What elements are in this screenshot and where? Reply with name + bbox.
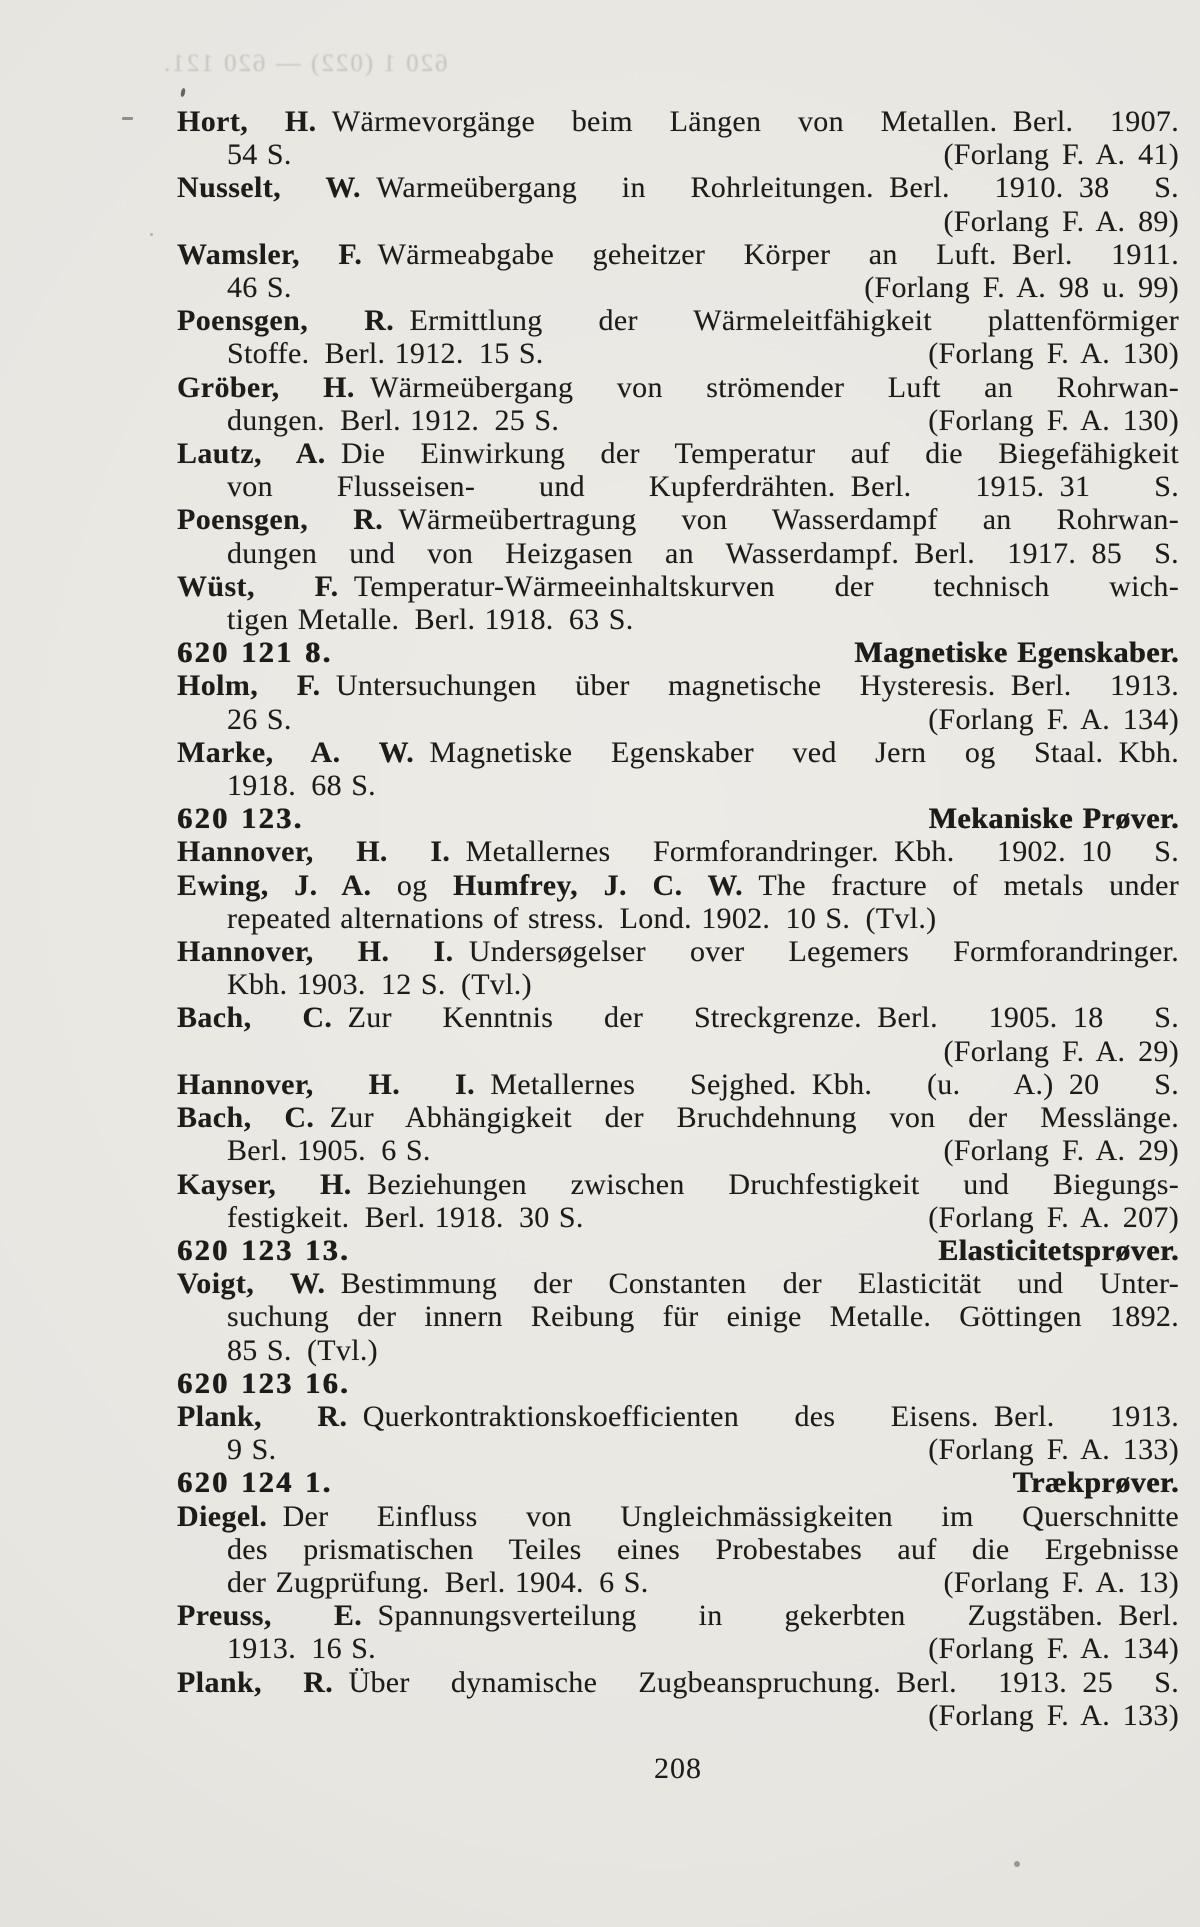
bib-text: 85 S. (Tvl.) [227,1333,378,1367]
author-name: Nusselt, W. [177,171,361,205]
bib-line [177,105,1179,138]
bib-text: Die Einwirkung der Temperatur auf die Biegefähigkeit [325,437,1179,471]
bib-line [177,869,1179,902]
shelf-reference: (Forlang F. A. 130) [928,337,1179,371]
bib-line [177,902,1179,935]
author-name: Plank, R. [177,1399,348,1433]
bib-text: Querkontraktionskoefficienten des Eisens. Berl. 1913. [347,1399,1179,1433]
classification-number: 620 123. [177,802,304,836]
bib-text: festigkeit. Berl. 1918. 30 S. [227,1200,584,1234]
bib-text: Zur Kenntnis der Streckgrenze. Berl. 1905. 18 S. [332,1001,1180,1035]
shelf-reference: (Forlang F. A. 207) [928,1200,1179,1234]
bib-text: The fracture of metals under [743,868,1179,902]
bib-text: dungen und von Heizgasen an Wasserdampf. Berl. 1917. 85 S. [227,536,1179,570]
bib-line-split [177,703,1179,736]
classification-number: 620 123 16. [177,1366,350,1400]
bib-text: Stoffe. Berl. 1912. 15 S. [227,337,544,371]
bib-line [177,935,1179,968]
author-name: Hannover, H. I. [177,1067,476,1101]
author-name: Preuss, E. [177,1599,363,1633]
bib-line-split [177,1566,1179,1599]
bib-line [177,1300,1179,1333]
scan-speck [122,117,133,120]
scan-speck [1014,1861,1020,1867]
bib-text: suchung der innern Reibung für einige Metalle. Göttingen 1892. [227,1300,1179,1334]
bib-text: 46 S. [227,271,292,305]
bib-text: Wärmevorgänge beim Längen von Metallen. Berl. 1907. [316,105,1179,138]
bleed-through-text: 620 1 (022) — 620 121. [162,50,448,77]
shelf-reference: (Forlang F. A. 41) [943,138,1179,172]
section-heading [177,1234,1179,1267]
section-heading [177,1367,1179,1400]
section-title: Trækprøver. [1012,1466,1179,1500]
bib-line [177,835,1179,868]
bib-line [177,1334,1179,1367]
bib-text: dungen. Berl. 1912. 25 S. [227,403,560,437]
bib-text: 9 S. [227,1433,277,1467]
bib-line [177,503,1179,536]
author-name: Hannover, H. I. [177,835,451,869]
author-name: Diegel. [177,1499,268,1533]
text-column [177,105,1179,1732]
shelf-reference: (Forlang F. A. 13) [943,1565,1179,1599]
bib-text: Kbh. 1903. 12 S. (Tvl.) [227,968,532,1002]
classification-number: 620 124 1. [177,1466,333,1500]
bib-text: Temperatur-Wärmeeinhaltskurven der technisch wich- [338,569,1179,603]
bib-line [177,1001,1179,1034]
bib-text: Bestimmung der Constanten der Elasticität und Unter- [325,1267,1179,1301]
author-name: Marke, A. W. [177,735,415,769]
shelf-reference: (Forlang F. A. 89) [943,204,1179,238]
bib-text: Ermittlung der Wärmeleitfähigkeit plattenförmiger [394,304,1179,338]
bib-line [177,1267,1179,1300]
author-name: Lautz, A. [177,437,326,471]
author-name: Holm, F. [177,669,321,703]
bib-text: Warmeübergang in Rohrleitungen. Berl. 1910. 38 S. [360,171,1179,205]
author-name: Bach, C. [177,1101,315,1135]
bib-line [177,171,1179,204]
bib-line [177,470,1179,503]
author-name: Plank, R. [177,1665,334,1699]
bib-line-split [177,138,1179,171]
bib-text: Metallernes Sejghed. Kbh. (u. A.) 20 S. [475,1067,1179,1101]
bib-line-split [177,1433,1179,1466]
bib-line [177,603,1179,636]
bib-text: des prismatischen Teiles eines Probestabes auf die Ergebnisse [227,1532,1179,1566]
author-name: Voigt, W. [177,1267,326,1301]
scan-speck [150,233,153,236]
bib-text: Wärmeabgabe geheitzer Körper an Luft. Berl. 1911. [362,237,1179,271]
bib-line [177,1068,1179,1101]
bib-line [177,537,1179,570]
section-heading [177,802,1179,835]
section-title: Elasticitetsprøver. [938,1233,1179,1267]
bib-line [177,769,1179,802]
classification-number: 620 121 8. [177,636,333,670]
bib-line [177,1500,1179,1533]
bib-line [177,238,1179,271]
bib-line [177,1101,1179,1134]
bib-line [177,1400,1179,1433]
bib-line [177,1599,1179,1632]
bib-text: Wärmeübertragung von Wasserdampf an Rohrwan- [383,503,1179,537]
section-heading [177,636,1179,669]
bib-text: Untersuchungen über magnetische Hysteresis. Berl. 1913. [320,669,1179,703]
shelf-reference: (Forlang F. A. 130) [928,403,1179,437]
scan-speck [180,88,186,98]
bib-text: Undersøgelser over Legemers Formforandringer. [453,935,1179,969]
bib-line [177,968,1179,1001]
bib-text: og [371,868,453,902]
shelf-reference: (Forlang F. A. 133) [928,1698,1179,1732]
bib-text: repeated alternations of stress. Lond. 1902. 10 S. (Tvl.) [227,901,937,935]
classification-number: 620 123 13. [177,1233,350,1267]
author-name: Wamsler, F. [177,237,363,271]
author-name: Hannover, H. I. [177,935,454,969]
author-name: Humfrey, J. C. W. [452,868,744,902]
bib-line [177,304,1179,337]
bib-line-split [177,271,1179,304]
author-name: Wüst, F. [177,569,339,603]
bib-text: 1913. 16 S. [227,1632,376,1666]
bib-text: Der Einfluss von Ungleichmässigkeiten im Querschnitte [267,1499,1179,1533]
author-name: Gröber, H. [177,370,355,404]
bib-text: Spannungsverteilung in gekerbten Zugstäben. Berl. [362,1599,1179,1633]
bib-line [177,437,1179,470]
shelf-reference: (Forlang F. A. 134) [928,702,1179,736]
bib-text: Magnetiske Egenskaber ved Jern og Staal. Kbh. [414,735,1179,769]
bib-line [177,371,1179,404]
shelf-reference: (Forlang F. A. 29) [943,1134,1179,1168]
section-title: Magnetiske Egenskaber. [854,636,1179,670]
page-number: 208 [654,1752,702,1785]
bib-text: Wärmeübergang von strömender Luft an Rohrwan- [354,370,1179,404]
bib-text: 1918. 68 S. [227,769,376,803]
shelf-reference: (Forlang F. A. 134) [928,1632,1179,1666]
author-name: Hort, H. [177,105,317,138]
bib-line-split [177,1632,1179,1665]
bib-line-split [177,404,1179,437]
bib-line [177,1666,1179,1699]
author-name: Kayser, H. [177,1167,352,1201]
bib-text: Metallernes Formforandringer. Kbh. 1902. 10 S. [450,835,1180,869]
shelf-reference: (Forlang F. A. 133) [928,1433,1179,1467]
bib-text: Beziehungen zwischen Druchfestigkeit und Biegungs- [351,1167,1179,1201]
bib-text: der Zugprüfung. Berl. 1904. 6 S. [227,1565,649,1599]
bib-line [177,736,1179,769]
bib-text: Berl. 1905. 6 S. [227,1134,431,1168]
author-name: Bach, C. [177,1001,333,1035]
bib-line [177,1168,1179,1201]
bib-text: 54 S. [227,138,292,172]
bib-line-split [177,337,1179,370]
bib-line-split [177,1201,1179,1234]
author-name: Poensgen, R. [177,304,395,338]
bib-line [177,570,1179,603]
bib-text: von Flusseisen- und Kupferdrähten. Berl. 1915. 31 S. [227,470,1179,504]
author-name: Poensgen, R. [177,503,384,537]
section-heading [177,1466,1179,1499]
bib-line-split [177,1134,1179,1167]
bib-line [177,1533,1179,1566]
bib-text: tigen Metalle. Berl. 1918. 63 S. [227,603,634,637]
author-name: Ewing, J. A. [177,868,372,902]
bib-text: Zur Abhängigkeit der Bruchdehnung von der Messlänge. [314,1101,1179,1135]
shelf-reference: (Forlang F. A. 29) [943,1034,1179,1068]
shelf-reference: (Forlang F. A. 98 u. 99) [864,271,1179,305]
bib-text: Über dynamische Zugbeanspruchung. Berl. 1913. 25 S. [333,1665,1180,1699]
bib-line [177,669,1179,702]
bib-text: 26 S. [227,702,292,736]
section-title: Mekaniske Prøver. [928,802,1179,836]
